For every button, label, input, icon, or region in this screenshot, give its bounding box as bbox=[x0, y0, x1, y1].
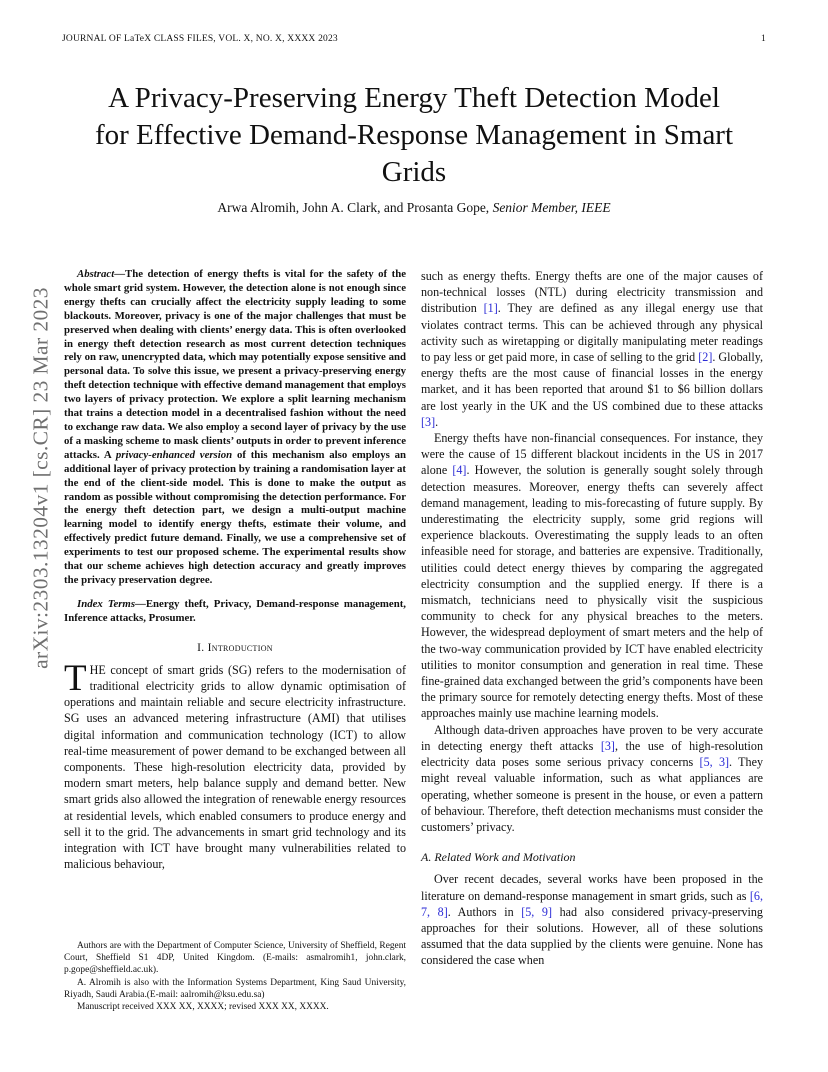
paragraph-data-driven bbox=[421, 722, 763, 835]
abstract-lead: Abstract bbox=[77, 268, 115, 280]
abstract-text-1: —The detection of energy thefts is vital for the safety of the whole smart grid system. However, the detection alone is not enough since energy thefts can crucially affect the electricity supply leading to some blackouts. Moreover, privacy is one of the major challenges that must be preserved when dealing with clients’ energy data. This is often overlooked in energy theft detection research as most current detection techniques rely on raw, unencrypted data, which may potentially expose sensitive and personal data. To solve this issue, we present a privacy-preserving energy theft detection technique with effective demand management that employs two layers of privacy protection. We explore a split learning mechanism that trains a detection model in a decentralised fashion without the need to exchange raw data. We also employ a second layer of privacy by the use of a masking scheme to mask clients’ outputs in order to prevent inference attacks. A bbox=[64, 268, 406, 461]
section-number: I. bbox=[197, 641, 208, 654]
citation-link[interactable]: [5, 9] bbox=[521, 904, 552, 919]
text-run: Over recent decades, several works have been proposed in the literature on demand-response management in smart grids, such as bbox=[421, 872, 763, 903]
footnote-affiliation: Authors are with the Department of Computer Science, University of Sheffield, Regent Court, Sheffield S1 4DP, United Kingdom. (E-mails: asmalromih1, john.clark, p.gope@sheffield.ac.uk). bbox=[64, 941, 406, 976]
citation-link[interactable]: [4] bbox=[452, 463, 467, 478]
arxiv-stamp-text: arXiv:2303.13204v1 [cs.CR] 23 Mar 2023 bbox=[28, 287, 53, 669]
abstract bbox=[64, 268, 406, 588]
author-affil-suffix: Senior Member, IEEE bbox=[492, 200, 611, 215]
footnote-manuscript: Manuscript received XXX XX, XXXX; revised XXX XX, XXXX. bbox=[77, 1002, 329, 1013]
arxiv-stamp bbox=[20, 280, 62, 676]
text-run: . However, the solution is generally sought solely through detection measures. Moreover, energy thefts can severely affect demand management, leading to mis-forecasting of future supply. By underestimating the electricity supply, some grid regions will experience blackouts. Overestimating the supply leads to an often infeasible need for storage, and batteries are expensive. Traditionally, utilities could detect energy thieves by comparing the aggregated electricity consumption and the supplied energy. If there is a mismatch, technicians need to physically visit the suspicious community to check for any physical breaches to the meters. However, the widespread deployment of smart meters and the help of the two-way communication provided by ICT have enabled electricity utilities to monitor consumption and generation in real time. These fine-grained data exchanged between the grid’s components have been the primary source for remotely detecting energy thefts. Most of these approaches mainly use machine learning models. bbox=[421, 463, 763, 721]
text-run: had also considered privacy-preserving approaches for their solutions. However, all of these solutions assumed that the data supplied by the clients were genuine. None has considered the case when bbox=[421, 904, 763, 968]
citation-link[interactable]: [3] bbox=[421, 414, 436, 429]
citation-link[interactable]: [2] bbox=[698, 350, 713, 365]
abstract-text-2: of this mechanism also employs an additional layer of privacy protection by training a randomisation layer at the end of the client-side model. This is done to make the output as random as possible without compromising the detection performance. For the energy theft detection part, we design a multi-output machine learning model to identify energy thefts, estimate their volume, and effectively predict future demand. Finally, we use a comprehensive set of experiments to test our proposed scheme. The experimental results show that our scheme achieves high detection accuracy and greatly improves the privacy preservation degree. bbox=[64, 448, 406, 586]
citation-link[interactable]: [6, 7, 8] bbox=[421, 888, 763, 919]
text-run: . Globally, energy thefts are the most cause of financial losses in the energy market, and it has been reported that around $1 to $6 billion dollars are lost yearly in the UK and the US combined due to these attacks bbox=[421, 350, 763, 413]
text-run: , the use of high-resolution electricity data poses some serious privacy concerns bbox=[421, 738, 763, 770]
journal-name: JOURNAL OF LaTeX CLASS FILES, VOL. X, NO. X, XXXX 2023 bbox=[62, 34, 338, 44]
footnotes bbox=[64, 940, 406, 1013]
text-run: . They might reveal valuable information, such as what appliances are operating, whether someone is present in the house, or even a pattern of behaviour. Therefore, theft detection mechanisms must consider the customers’ privacy. bbox=[421, 755, 763, 834]
text-run: such as energy thefts. Energy thefts are one of the major causes of non-technical losses (NTL) during electricity transmission and distribution bbox=[421, 269, 763, 316]
citation-link[interactable]: [3] bbox=[600, 738, 615, 753]
section-title: Introduction bbox=[207, 641, 273, 654]
author-names: Arwa Alromih, John A. Clark, and Prosanta Gope, bbox=[217, 200, 493, 215]
index-terms bbox=[64, 598, 406, 626]
paragraph-non-financial bbox=[421, 430, 763, 722]
author-line bbox=[60, 200, 768, 216]
index-terms-text: —Energy theft, Privacy, Demand-response management, Inference attacks, Prosumer. bbox=[64, 597, 407, 624]
index-terms-lead: Index Terms bbox=[77, 597, 136, 610]
text-run: . They are defined as any illegal energy use that violates contract terms. This can be achieved through any physical activity such as wiretapping or digitally manipulating meter readings to pay less or get paid more, in case of selling to the grid bbox=[421, 301, 764, 365]
paragraph-energy-thefts bbox=[421, 268, 763, 430]
intro-paragraph: THE concept of smart grids (SG) refers to the modernisation of traditional electricity grids to allow dynamic optimisation of operations and maintain reliable and secure electricity infrastructure. SG uses an advanced metering infrastructure (AMI) that utilises digital information and communication technology (ICT) to allow real-time measurement of power demand to be exchanged between all components. These high-resolution electricity data, provided by modern smart meters, help balance supply and demand better. New smart grids also allowed the integration of renewable energy resources at residential levels, which enabled consumers to produce energy and sell it to the grid. The advancements in smart grid technology and its integration with ICT have brought many vulnerabilities related to malicious behaviour, bbox=[64, 657, 406, 872]
citation-link[interactable]: [5, 3] bbox=[699, 755, 730, 770]
right-column bbox=[421, 268, 763, 969]
footnote-affiliation-2: A. Alromih is also with the Information Systems Department, King Saud University, Riyadh, Saudi Arabia.(E-mail: aalromih@ksu.edu.sa) bbox=[64, 977, 406, 1000]
citation-link[interactable]: [1] bbox=[483, 301, 498, 316]
text-run: Energy thefts have non-financial consequences. For instance, they were the cause of 15 different blackout incidents in the US in 2017 alone bbox=[421, 431, 763, 478]
text-run: Although data-driven approaches have proven to be very accurate in detecting energy theft attacks bbox=[421, 722, 763, 753]
subsection-heading: A. Related Work and Motivation bbox=[421, 850, 576, 865]
text-run: . Authors in bbox=[447, 904, 522, 919]
page-number: 1 bbox=[761, 34, 766, 44]
section-heading-introduction bbox=[64, 640, 406, 656]
left-column bbox=[64, 268, 406, 873]
paper-title: A Privacy-Preserving Energy Theft Detection Model for Effective Demand-Response Management in Smart Grids bbox=[94, 82, 734, 188]
paragraph-related-work bbox=[421, 871, 763, 968]
abstract-emphasis: privacy-enhanced version bbox=[115, 448, 233, 461]
running-header bbox=[62, 34, 766, 44]
text-run: . bbox=[435, 414, 439, 429]
